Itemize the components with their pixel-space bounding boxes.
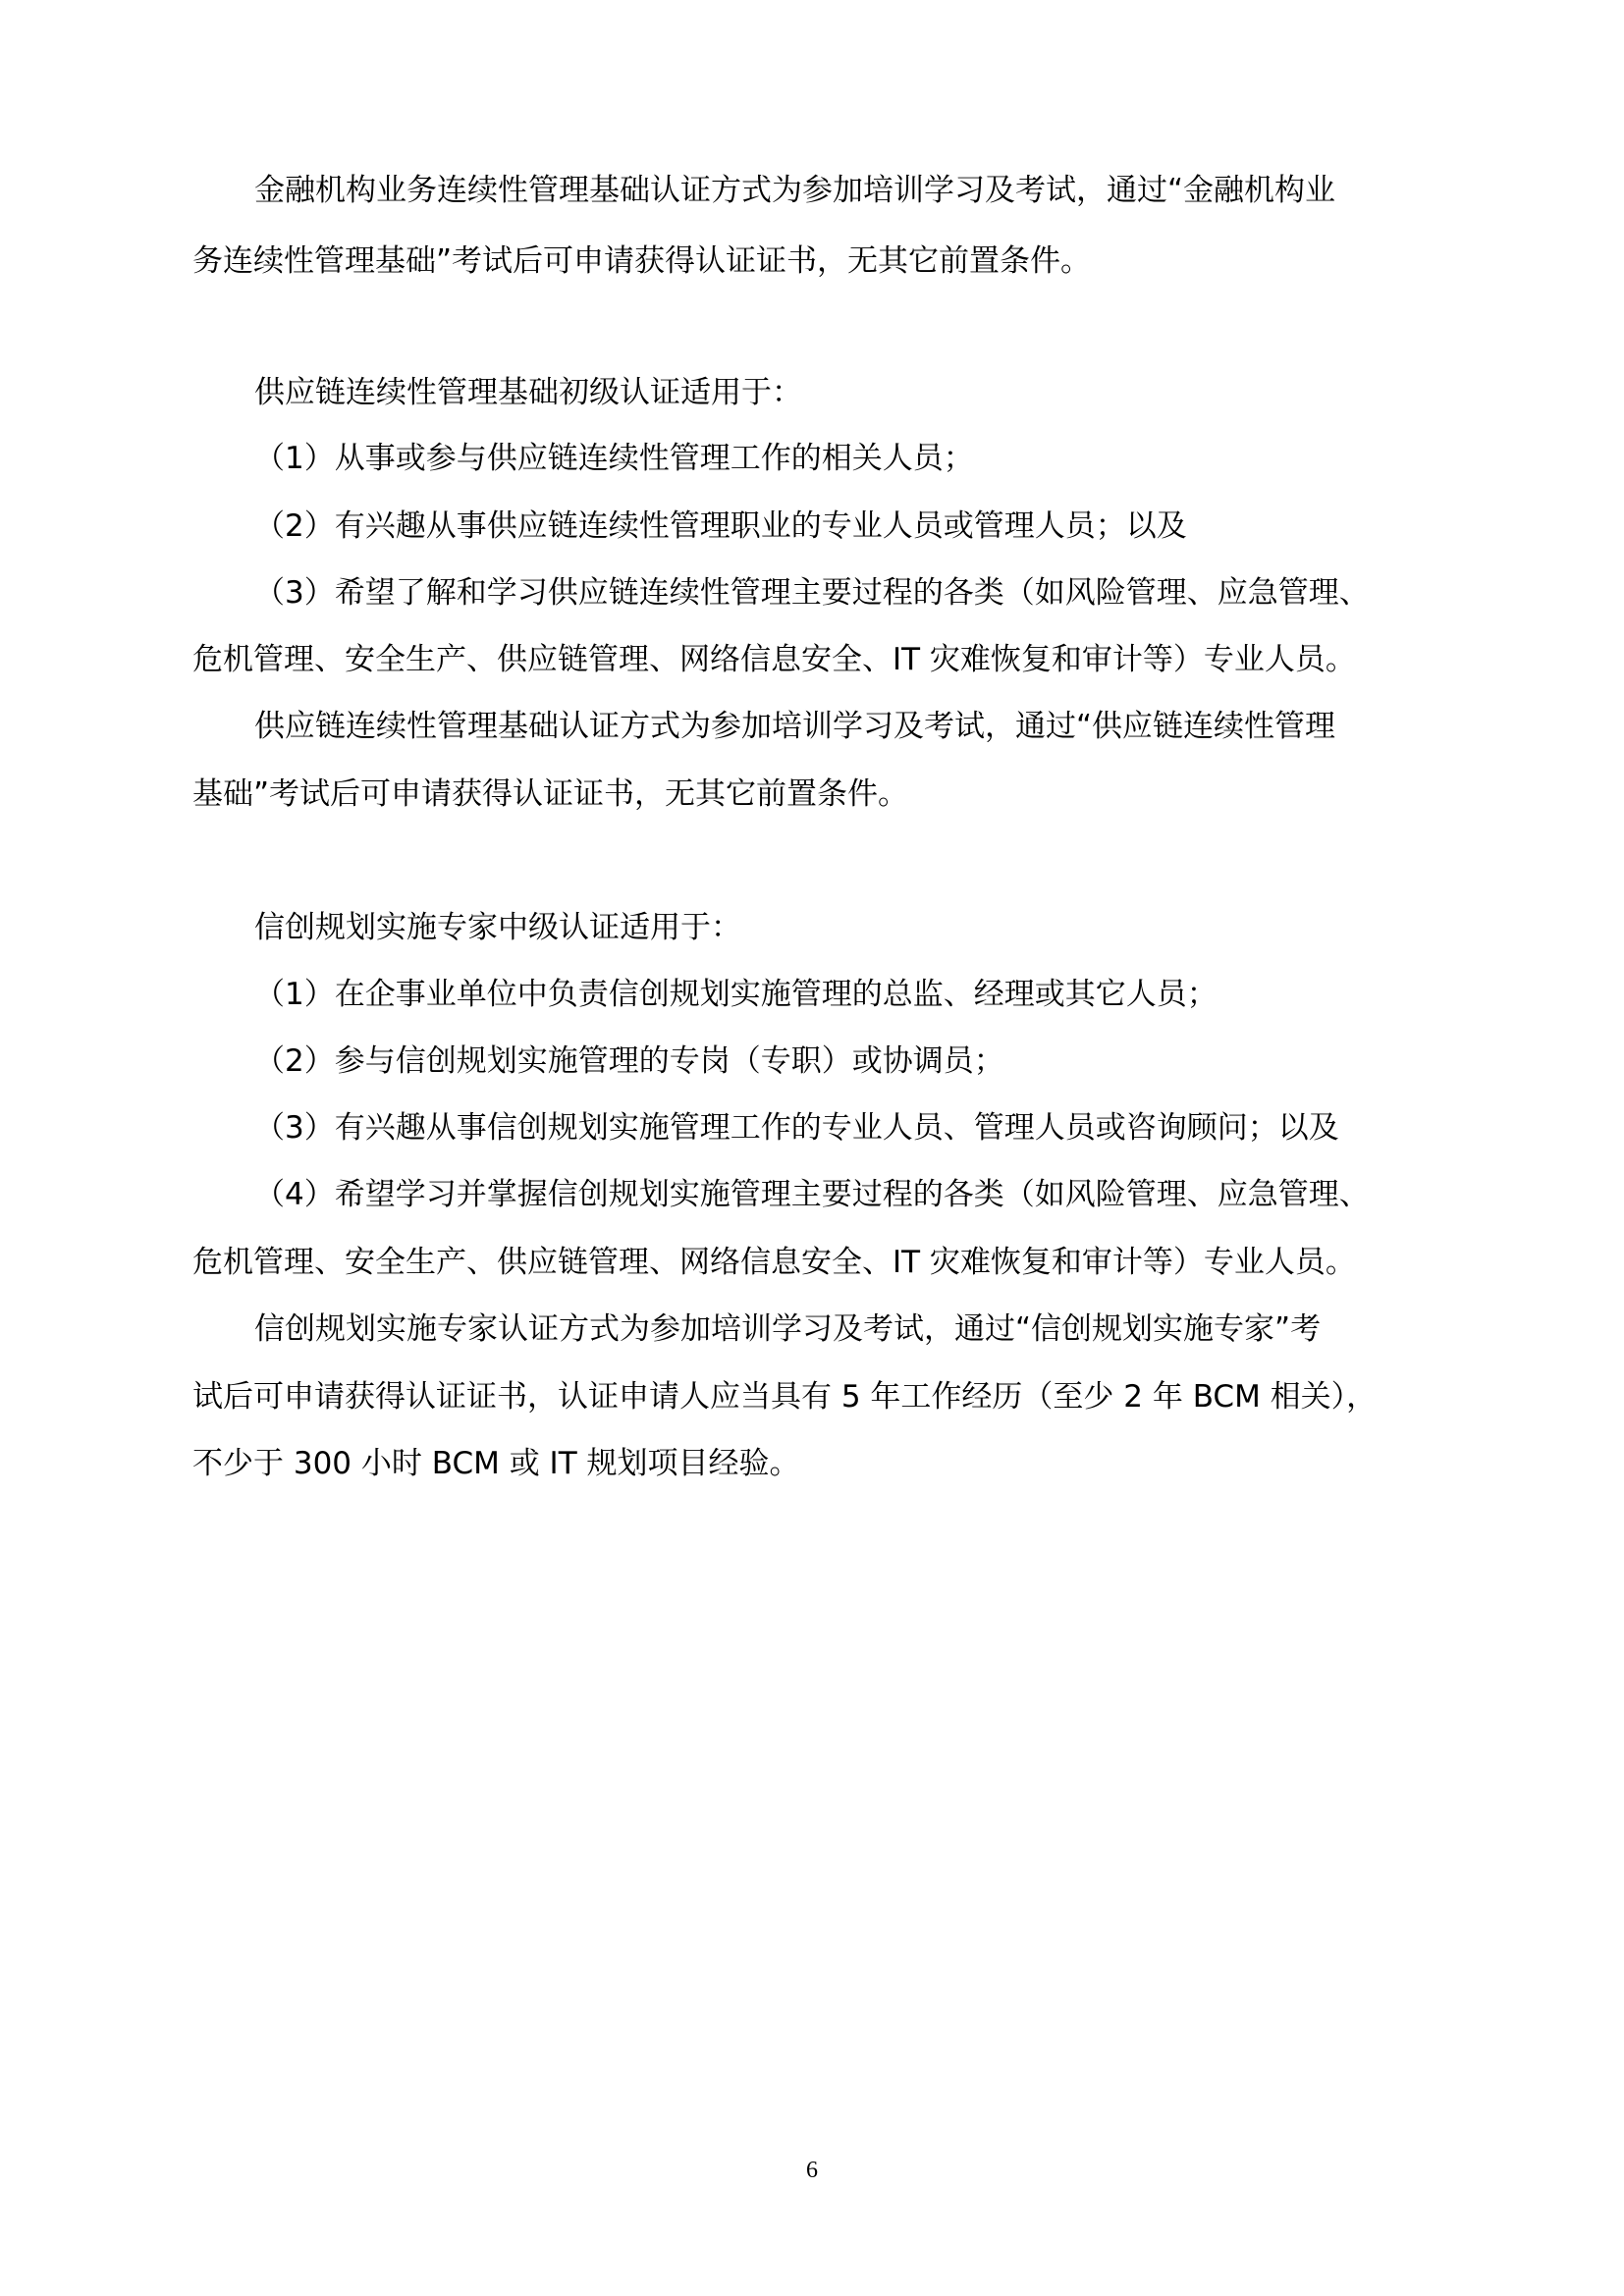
paragraph-line: 基础”考试后可申请获得认证证书，无其它前置条件。 — [192, 776, 909, 812]
list-item: （1）在企事业单位中负责信创规划实施管理的总监、经理或其它人员； — [254, 977, 1218, 1012]
paragraph-line: 金融机构业务连续性管理基础认证方式为参加培训学习及考试，通过“金融机构业 — [254, 173, 1336, 208]
section-heading: 信创规划实施专家中级认证适用于： — [254, 910, 741, 945]
list-item: （4）希望学习并掌握信创规划实施管理主要过程的各类（如风险管理、应急管理、 — [254, 1177, 1370, 1212]
paragraph-line: 务连续性管理基础”考试后可申请获得认证证书，无其它前置条件。 — [192, 243, 1092, 279]
paragraph-line: 信创规划实施专家认证方式为参加培训学习及考试，通过“信创规划实施专家”考 — [254, 1311, 1322, 1347]
paragraph-line: 供应链连续性管理基础认证方式为参加培训学习及考试，通过“供应链连续性管理 — [254, 709, 1336, 744]
list-item: （1）从事或参与供应链连续性管理工作的相关人员； — [254, 441, 974, 476]
paragraph-line: 不少于 300 小时 BCM 或 IT 规划项目经验。 — [192, 1446, 800, 1481]
section-heading: 供应链连续性管理基础初级认证适用于： — [254, 375, 802, 410]
list-item: （3）希望了解和学习供应链连续性管理主要过程的各类（如风险管理、应急管理、 — [254, 575, 1370, 611]
list-item: （3）有兴趣从事信创规划实施管理工作的专业人员、管理人员或咨询顾问；以及 — [254, 1110, 1339, 1146]
list-item: （2）有兴趣从事供应链连续性管理职业的专业人员或管理人员；以及 — [254, 508, 1187, 544]
page-number: 6 — [806, 2158, 818, 2183]
list-item: （2）参与信创规划实施管理的专岗（专职）或协调员； — [254, 1043, 1004, 1079]
list-item-continuation: 危机管理、安全生产、供应链管理、网络信息安全、IT 灾难恢复和审计等）专业人员。 — [192, 642, 1356, 677]
paragraph-line: 试后可申请获得认证证书，认证申请人应当具有 5 年工作经历（至少 2 年 BCM 相关）， — [192, 1379, 1378, 1415]
list-item-continuation: 危机管理、安全生产、供应链管理、网络信息安全、IT 灾难恢复和审计等）专业人员。 — [192, 1245, 1356, 1280]
